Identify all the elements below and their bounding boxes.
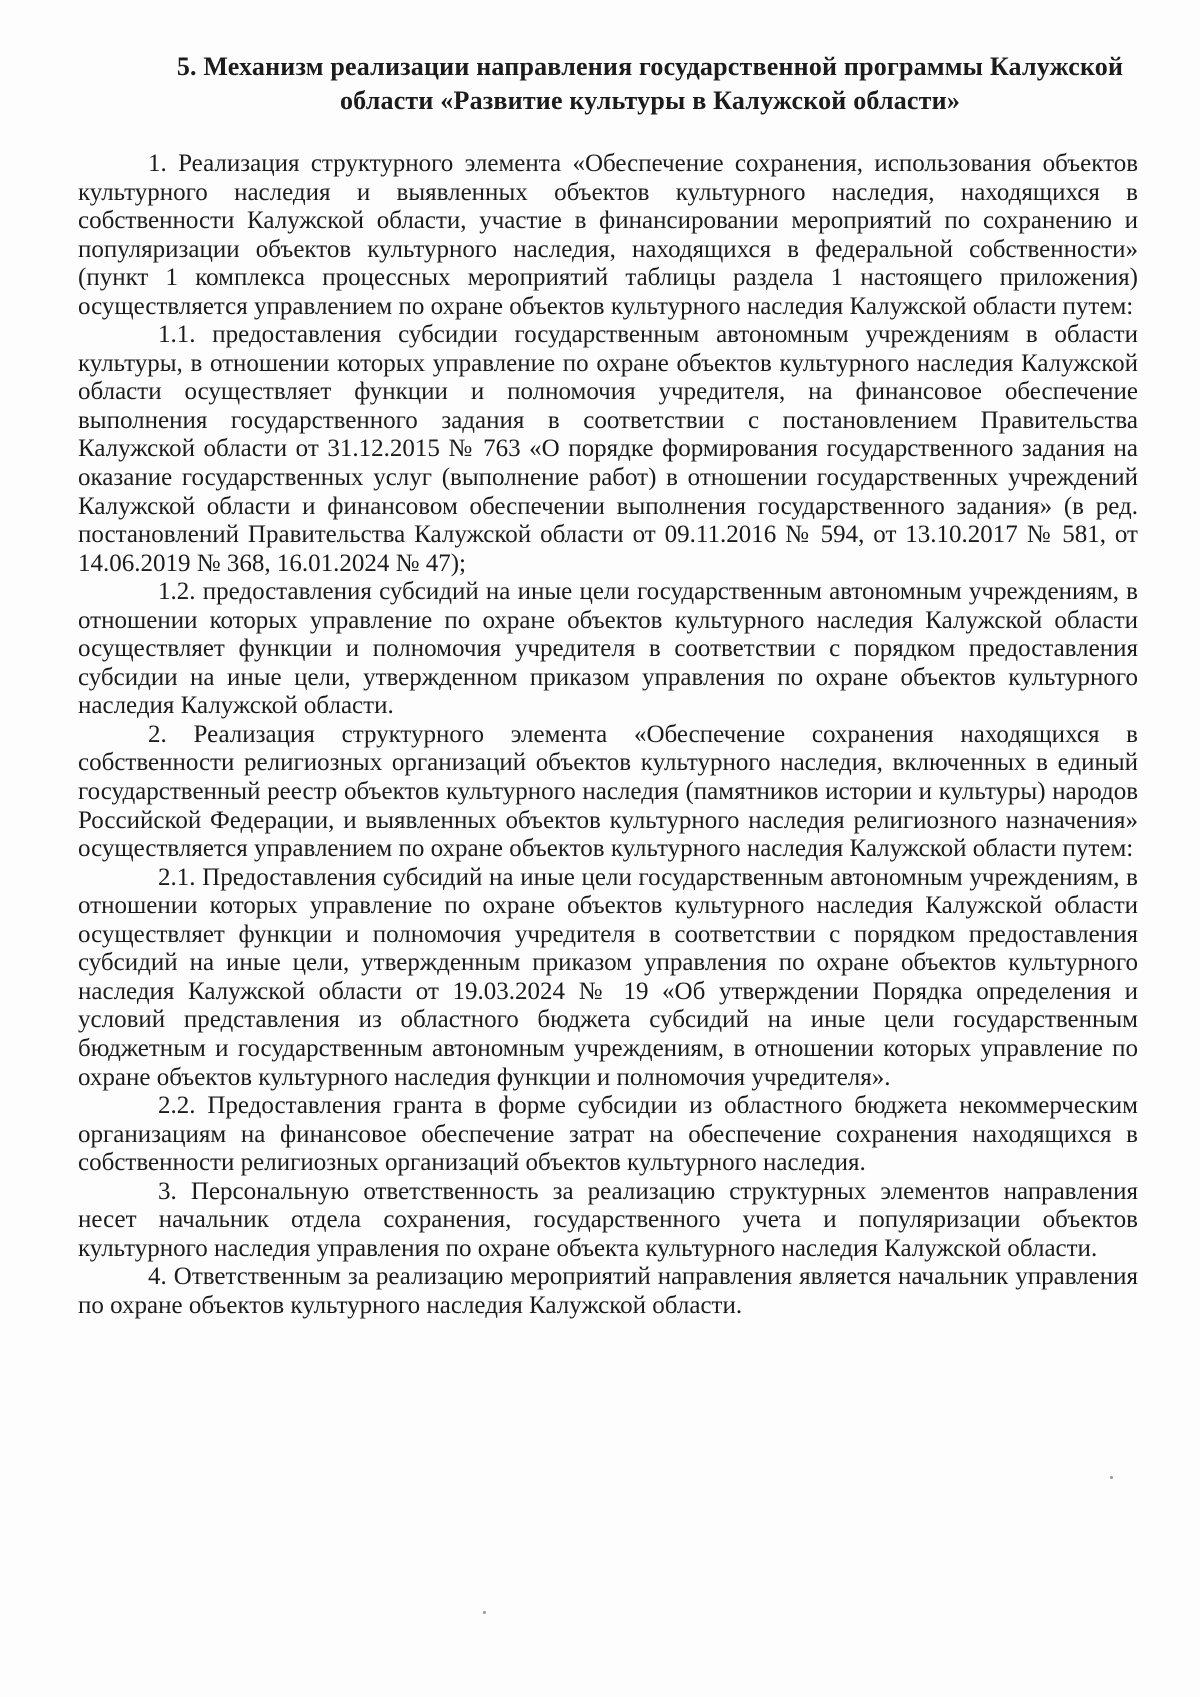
paragraph-1-1: 1.1. предоставления субсидии государственным автономным учреждениям в области культуры, в отношении которых управление по охране объектов культурного наследия Калужской области осуществляет функции и полномочия учредителя, на финансовое обеспечение выполнения государственного задания в соответствии с постановлением Правительства Калужской области от 31.12.2015 № 763 «О порядке формирования государственного задания на оказание государственных услуг (выполнение работ) в отношении государственных учреждений Калужской области и финансовом обеспечении выполнения государственного задания» (в ред. постановлений Правительства Калужской области от 09.11.2016 № 594, от 13.10.2017 № 581, от 14.06.2019 № 368, 16.01.2024 № 47); [78,321,1138,577]
paragraph-3: 3. Персональную ответственность за реализацию структурных элементов направления несет начальник отдела сохранения, государственного учета и популяризации объектов культурного наследия управления по охране объекта культурного наследия Калужской области. [78,1177,1138,1262]
paragraph-2-1: 2.1. Предоставления субсидий на иные цели государственным автономным учреждениям, в отношении которых управление по охране объектов культурного наследия Калужской области осуществляет функции и полномочия учредителя в соответствии с порядком предоставления субсидий на иные цели, утвержденным приказом управления по охране объектов культурного наследия Калужской области от 19.03.2024 № 19 «Об утверждении Порядка определения и условий представления из областного бюджета субсидий на иные цели государственным бюджетным и государственным автономным учреждениям, в отношении которых управление по охране объектов культурного наследия функции и полномочия учредителя». [78,863,1138,1091]
paragraph-1: 1. Реализация структурного элемента «Обеспечение сохранения, использования объектов культурного наследия и выявленных объектов культурного наследия, находящихся в собственности Калужской области, участие в финансировании мероприятий по сохранению и популяризации объектов культурного наследия, находящихся в федеральной собственности» (пункт 1 комплекса процессных мероприятий таблицы раздела 1 настоящего приложения) осуществляется управлением по охране объектов культурного наследия Калужской области путем: [78,150,1138,320]
paragraph-1-2: 1.2. предоставления субсидий на иные цели государственным автономным учреждениям, в отношении которых управление по охране объектов культурного наследия Калужской области осуществляет функции и полномочия учредителя в соответствии с порядком предоставления субсидии на иные цели, утвержденном приказом управления по охране объектов культурного наследия Калужской области. [78,578,1138,720]
paragraph-2-2: 2.2. Предоставления гранта в форме субсидии из областного бюджета некоммерческим организациям на финансовое обеспечение затрат на обеспечение сохранения находящихся в собственности религиозных организаций объектов культурного наследия. [78,1092,1138,1177]
scan-artifact [1110,1476,1113,1479]
section-title [150,50,1150,118]
section-title-line-1: 5. Механизм реализации направления государственной программы Калужской [176,52,1124,81]
document-body [78,150,1138,1320]
scan-artifact [483,1611,486,1614]
paragraph-2: 2. Реализация структурного элемента «Обеспечение сохранения находящихся в собственности религиозных организаций объектов культурного наследия, включенных в единый государственный реестр объектов культурного наследия (памятников истории и культуры) народов Российской Федерации, и выявленных объектов культурного наследия религиозного назначения» осуществляется управлением по охране объектов культурного наследия Калужской области путем: [78,720,1138,863]
section-title-line-2: области «Развитие культуры в Калужской области» [339,86,961,115]
paragraph-4: 4. Ответственным за реализацию мероприятий направления является начальник управления по охране объектов культурного наследия Калужской области. [78,1263,1138,1319]
